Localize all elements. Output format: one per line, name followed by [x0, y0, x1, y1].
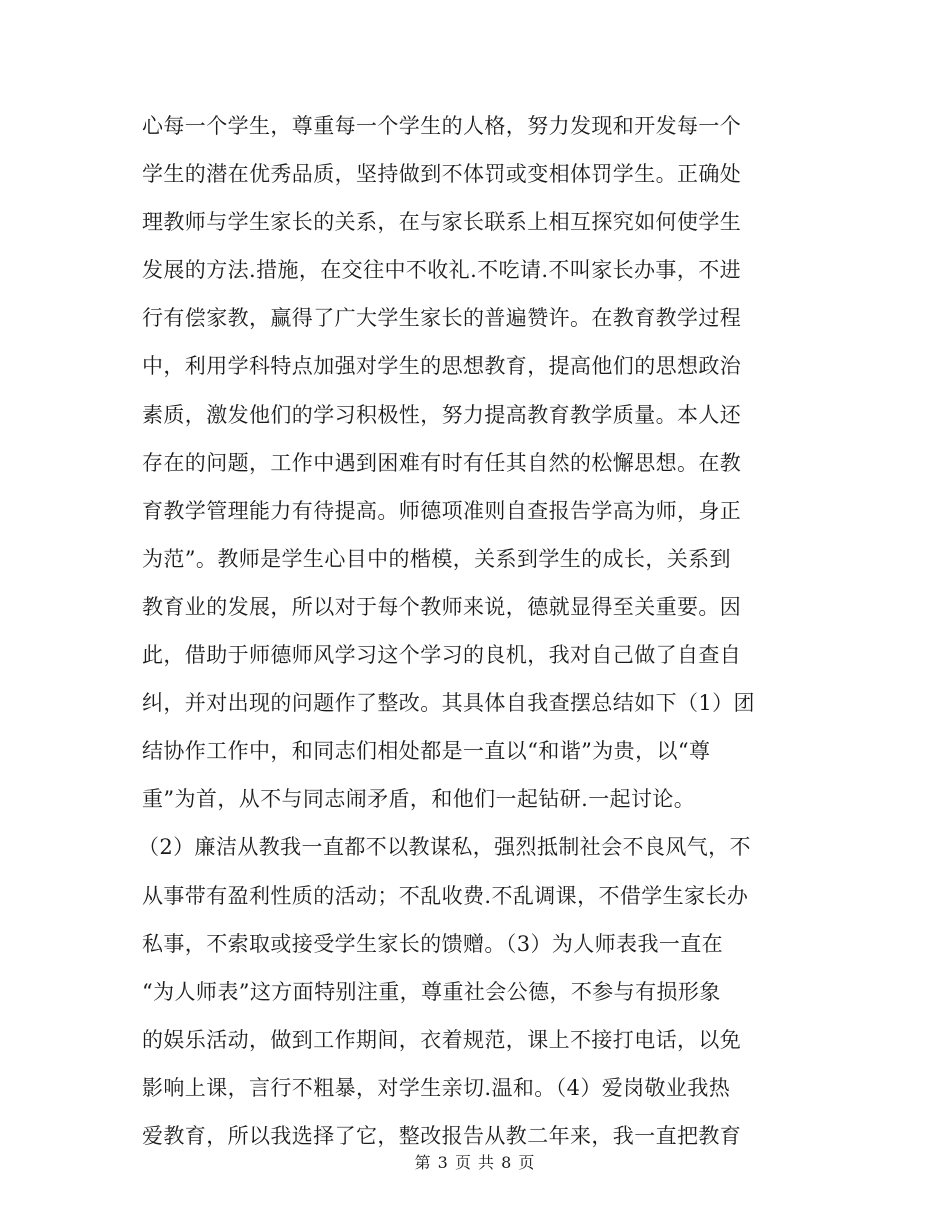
text-line: 为范”。教师是学生心目中的楷模，关系到学生的成长，关系到: [142, 546, 731, 571]
text-line: 重”为首，从不与同志闹矛盾，和他们一起钻研.一起讨论。: [142, 787, 696, 812]
text-line: 此，借助于师德师风学习这个学习的良机，我对自己做了自查自: [142, 643, 742, 668]
text-line: 教育业的发展，所以对于每个教师来说，德就显得至关重要。因: [142, 594, 742, 619]
text-line: 影响上课，言行不粗暴，对学生亲切.温和。（4）爱岗敬业我热: [142, 1075, 731, 1100]
text-line: 学生的潜在优秀品质，坚持做到不体罚或变相体罚学生。正确处: [142, 162, 742, 187]
page-number-footer: 第 3 页 共 8 页: [414, 1153, 536, 1172]
text-line: 结协作工作中，和同志们相处都是一直以“和谐”为贵，以“尊: [142, 739, 711, 764]
text-line: 从事带有盈利性质的活动；不乱收费.不乱调课，不借学生家长办: [142, 883, 749, 908]
text-line: 的娱乐活动，做到工作期间，衣着规范，课上不接打电话，以免: [142, 1027, 742, 1052]
text-line: 私事，不索取或接受学生家长的馈赠。（3）为人师表我一直在: [142, 931, 724, 956]
text-line: 中，利用学科特点加强对学生的思想教育，提高他们的思想政治: [142, 354, 742, 379]
text-line: 理教师与学生家长的关系，在与家长联系上相互探究如何使学生: [142, 210, 742, 235]
text-line: （2）廉洁从教我一直都不以教谋私，强烈抵制社会不良风气，不: [138, 835, 751, 860]
text-line: 行有偿家教，赢得了广大学生家长的普遍赞许。在教育教学过程: [142, 306, 742, 331]
text-line: 纠，并对出现的问题作了整改。其具体自我查摆总结如下（1）团: [142, 691, 755, 716]
text-line: 育教学管理能力有待提高。师德项准则自查报告学高为师，身正: [142, 498, 742, 523]
document-body: [138, 102, 822, 1160]
text-line: 爱教育，所以我选择了它，整改报告从教二年来，我一直把教育: [142, 1123, 742, 1148]
text-line: 发展的方法.措施，在交往中不收礼.不吃请.不叫家长办事，不进: [142, 258, 742, 283]
text-line: “为人师表”这方面特别注重，尊重社会公德，不参与有损形象: [142, 979, 721, 1004]
text-line: 存在的问题，工作中遇到困难有时有任其自然的松懈思想。在教: [142, 450, 742, 475]
text-line: 心每一个学生，尊重每一个学生的人格，努力发现和开发每一个: [142, 114, 742, 138]
text-line: 素质，激发他们的学习积极性，努力提高教育教学质量。本人还: [142, 402, 742, 427]
